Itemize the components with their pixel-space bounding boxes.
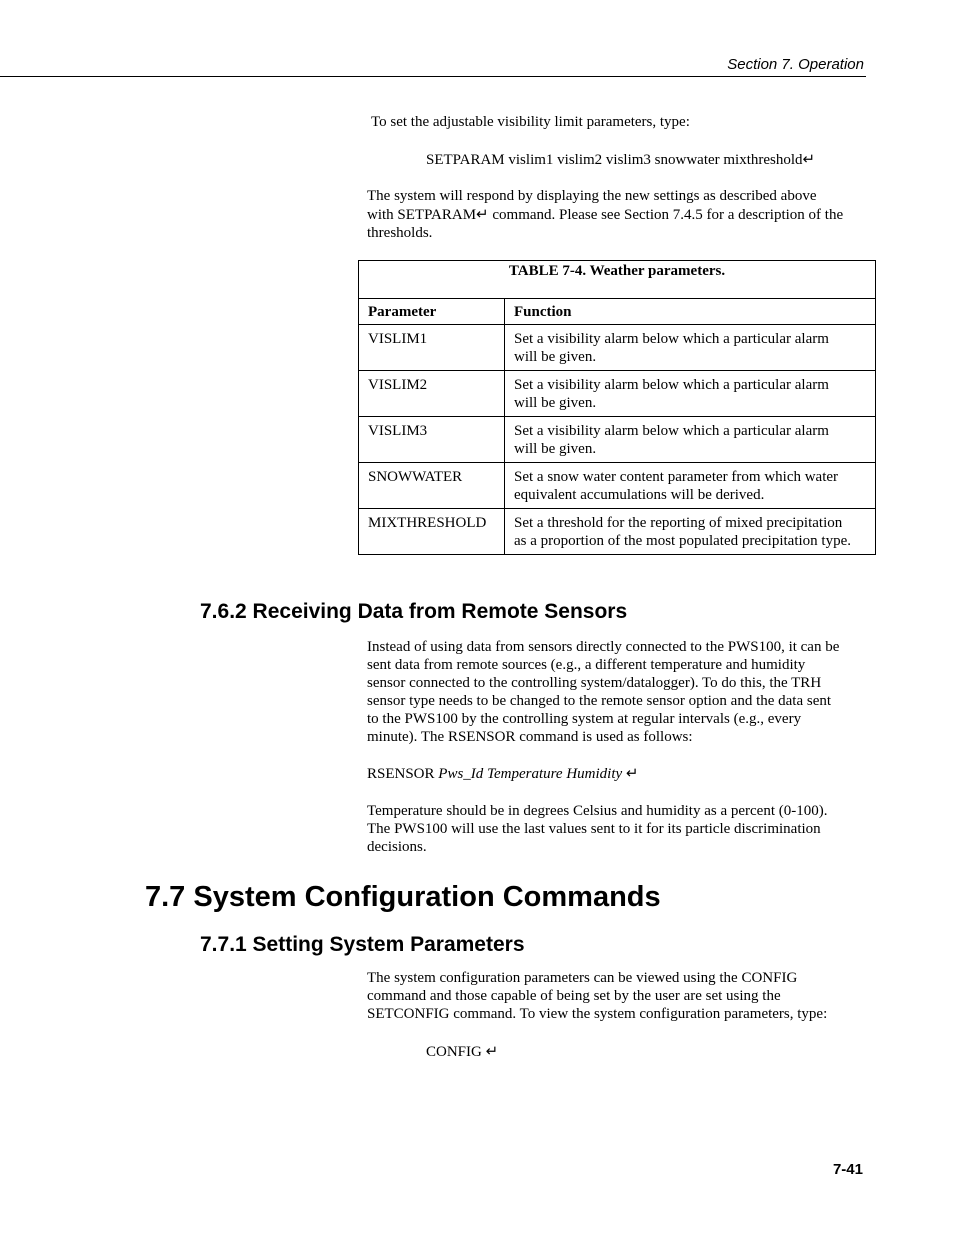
column-header-parameter: Parameter — [359, 299, 505, 325]
function-cell: Set a visibility alarm below which a particular alarm will be given. — [505, 371, 876, 417]
column-header-function: Function — [505, 299, 876, 325]
function-cell: Set a visibility alarm below which a particular alarm will be given. — [505, 417, 876, 463]
section-heading-7-6-2: 7.6.2 Receiving Data from Remote Sensors — [200, 600, 628, 623]
intro-text: To set the adjustable visibility limit parameters, type: — [371, 114, 690, 130]
config-paragraph: The system configuration parameters can be viewed using the CONFIG command and those capable of being set by the user are set using the SETCONFIG command. To view the system configuration parameters, type: — [367, 970, 828, 1022]
table-row — [359, 325, 876, 371]
remote-sensors-paragraph: Instead of using data from sensors directly connected to the PWS100, it can be sent data from remote sources (e.g., a different temperature and humidity sensor connected to the controlling system/datalogger). To do this, the TRH sensor type needs to be changed to the remote sensor option and the data sent to the PWS100 by the controlling system at regular intervals (e.g., every minute). The RSENSOR command is used as follows: — [367, 639, 840, 745]
parameter-cell: VISLIM3 — [359, 417, 505, 463]
running-header: Section 7. Operation — [727, 56, 864, 73]
table-row — [359, 509, 876, 555]
parameter-cell: MIXTHRESHOLD — [359, 509, 505, 555]
header-rule — [0, 76, 866, 77]
weather-parameters-table — [358, 260, 876, 555]
section-heading-7-7-1: 7.7.1 Setting System Parameters — [200, 933, 525, 956]
parameter-cell: SNOWWATER — [359, 463, 505, 509]
config-command: CONFIG ↵ — [426, 1044, 499, 1060]
function-cell: Set a snow water content parameter from which water equivalent accumulations will be derived. — [505, 463, 876, 509]
section-heading-7-7: 7.7 System Configuration Commands — [145, 881, 661, 913]
table-row — [359, 417, 876, 463]
parameter-cell: VISLIM2 — [359, 371, 505, 417]
page-number: 7-41 — [832, 1161, 863, 1178]
table-row — [359, 463, 876, 509]
setparam-command: SETPARAM vislim1 vislim2 vislim3 snowwater mixthreshold↵ — [426, 152, 816, 168]
function-cell: Set a threshold for the reporting of mixed precipitation as a proportion of the most populated precipitation type. — [505, 509, 876, 555]
rsensor-notes-paragraph: Temperature should be in degrees Celsius and humidity as a percent (0-100). The PWS100 will use the last values sent to it for its particle discrimination decisions. — [367, 803, 828, 855]
function-cell: Set a visibility alarm below which a particular alarm will be given. — [505, 325, 876, 371]
response-paragraph — [367, 187, 843, 242]
parameter-cell: VISLIM1 — [359, 325, 505, 371]
table-caption: TABLE 7-4. Weather parameters. — [359, 261, 876, 299]
response-line-3: thresholds. — [367, 225, 433, 241]
table-row — [359, 371, 876, 417]
response-line-1: The system will respond by displaying the new settings as described above — [367, 188, 817, 204]
response-line-2: with SETPARAM↵ command. Please see Section 7.4.5 for a description of the — [367, 207, 844, 223]
rsensor-command: RSENSOR Pws_Id Temperature Humidity ↵ — [367, 766, 639, 782]
